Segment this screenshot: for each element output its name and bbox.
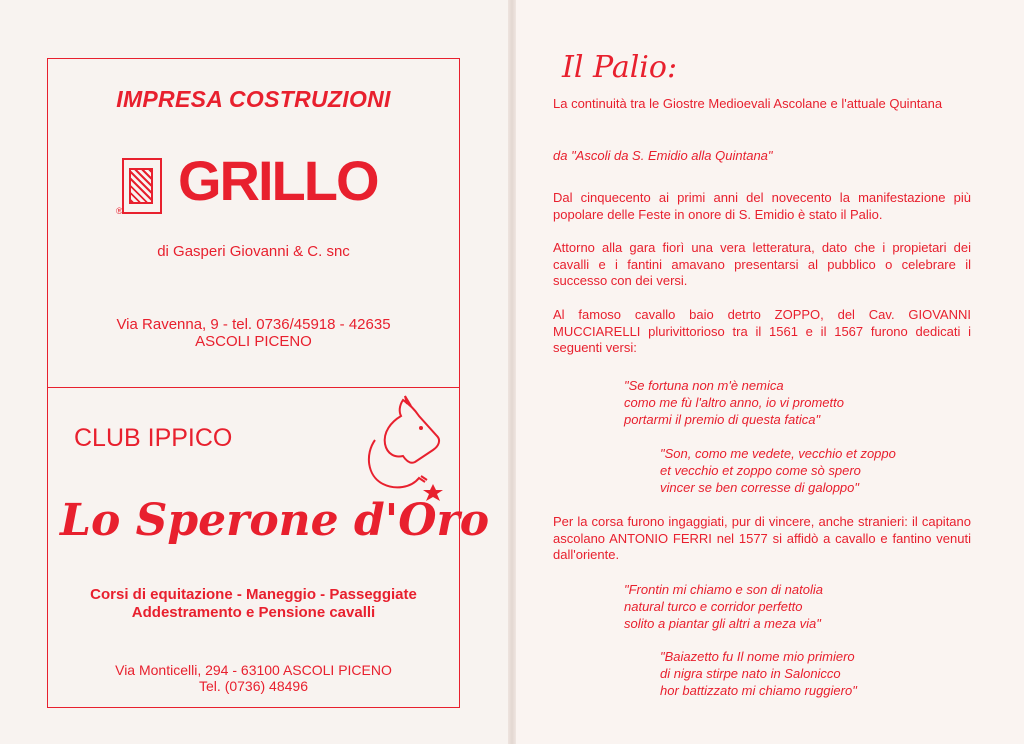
grillo-address-line2: ASCOLI PICENO [195, 333, 312, 350]
ad-divider [47, 387, 460, 388]
impresa-title: IMPRESA COSTRUZIONI [116, 86, 391, 112]
club-services-line1: Corsi di equitazione - Maneggio - Passeggiate [90, 586, 417, 603]
grillo-logo-text: GRILLO [178, 149, 378, 212]
quote-1-line: como me fù l'altro anno, io vi prometto [624, 395, 844, 410]
quote-3 [624, 581, 823, 632]
club-title: CLUB IPPICO [74, 424, 233, 452]
grillo-address [47, 316, 460, 350]
paragraph-3: Al famoso cavallo baio detrto ZOPPO, del Cav. GIOVANNI MUCCIARELLI plurivittorioso tra il 1561 e il 1567 furono dedicati i seguenti versi: [553, 307, 971, 355]
palio-title: Il Palio: [562, 50, 678, 85]
quote-1-line: "Se fortuna non m'è nemica [624, 378, 784, 393]
quote-1 [624, 377, 844, 428]
quote-4 [660, 648, 857, 699]
quote-3-line: solito a piantar gli altri a meza via" [624, 616, 821, 631]
quote-4-line: hor battizzato mi chiamo ruggiero" [660, 683, 857, 698]
quote-4-line: di nigra stirpe nato in Salonicco [660, 666, 841, 681]
quote-3-line: natural turco e corridor perfetto [624, 599, 803, 614]
quote-2 [660, 445, 896, 496]
quote-2-line: vincer se ben corresse di galoppo" [660, 480, 860, 495]
page-fold [508, 0, 516, 744]
quote-1-line: portarmi il premio di questa fatica" [624, 412, 821, 427]
grillo-logo-mark-icon [122, 158, 162, 214]
quote-4-line: "Baiazetto fu Il nome mio primiero [660, 649, 855, 664]
paragraph-2: Attorno alla gara fiorì una vera letteratura, dato che i propietari dei cavalli e i fantini amavano presentarsi al pubblico o celebrare il successo con dei versi. [553, 240, 971, 288]
club-address-line1: Via Monticelli, 294 - 63100 ASCOLI PICENO [115, 662, 392, 678]
club-services-line2: Addestramento e Pensione cavalli [131, 604, 376, 621]
paragraph-1: Dal cinquecento ai primi anni del novecento la manifestazione più popolare delle Feste in onore di S. Emidio è stato il Palio. [553, 190, 971, 222]
registered-mark: ® [116, 206, 123, 216]
quote-3-line: "Frontin mi chiamo e son di natolia [624, 582, 823, 597]
source-text: da "Ascoli da S. Emidio alla Quintana" [553, 148, 773, 163]
intro-text: La continuità tra le Giostre Medioevali Ascolane e l'attuale Quintana [553, 96, 943, 111]
paragraph-4: Per la corsa furono ingaggiati, pur di vincere, anche stranieri: il capitano ascolano ANTONIO FERRI nel 1577 si affidò a cavallo e fantino venuti dall'oriente. [553, 514, 971, 562]
club-address [47, 662, 460, 694]
club-services [47, 586, 460, 622]
grillo-address-line1: Via Ravenna, 9 - tel. 0736/45918 - 42635 [116, 316, 391, 333]
horse-head-spur-icon [355, 392, 450, 512]
logo-inner-shape [129, 168, 153, 204]
quote-2-line: et vecchio et zoppo come sò spero [660, 463, 861, 478]
grillo-company: di Gasperi Giovanni & C. snc [157, 243, 350, 260]
club-name: Lo Sperone d'Oro [60, 495, 490, 546]
quote-2-line: "Son, como me vedete, vecchio et zoppo [660, 446, 896, 461]
club-address-line2: Tel. (0736) 48496 [199, 678, 308, 694]
